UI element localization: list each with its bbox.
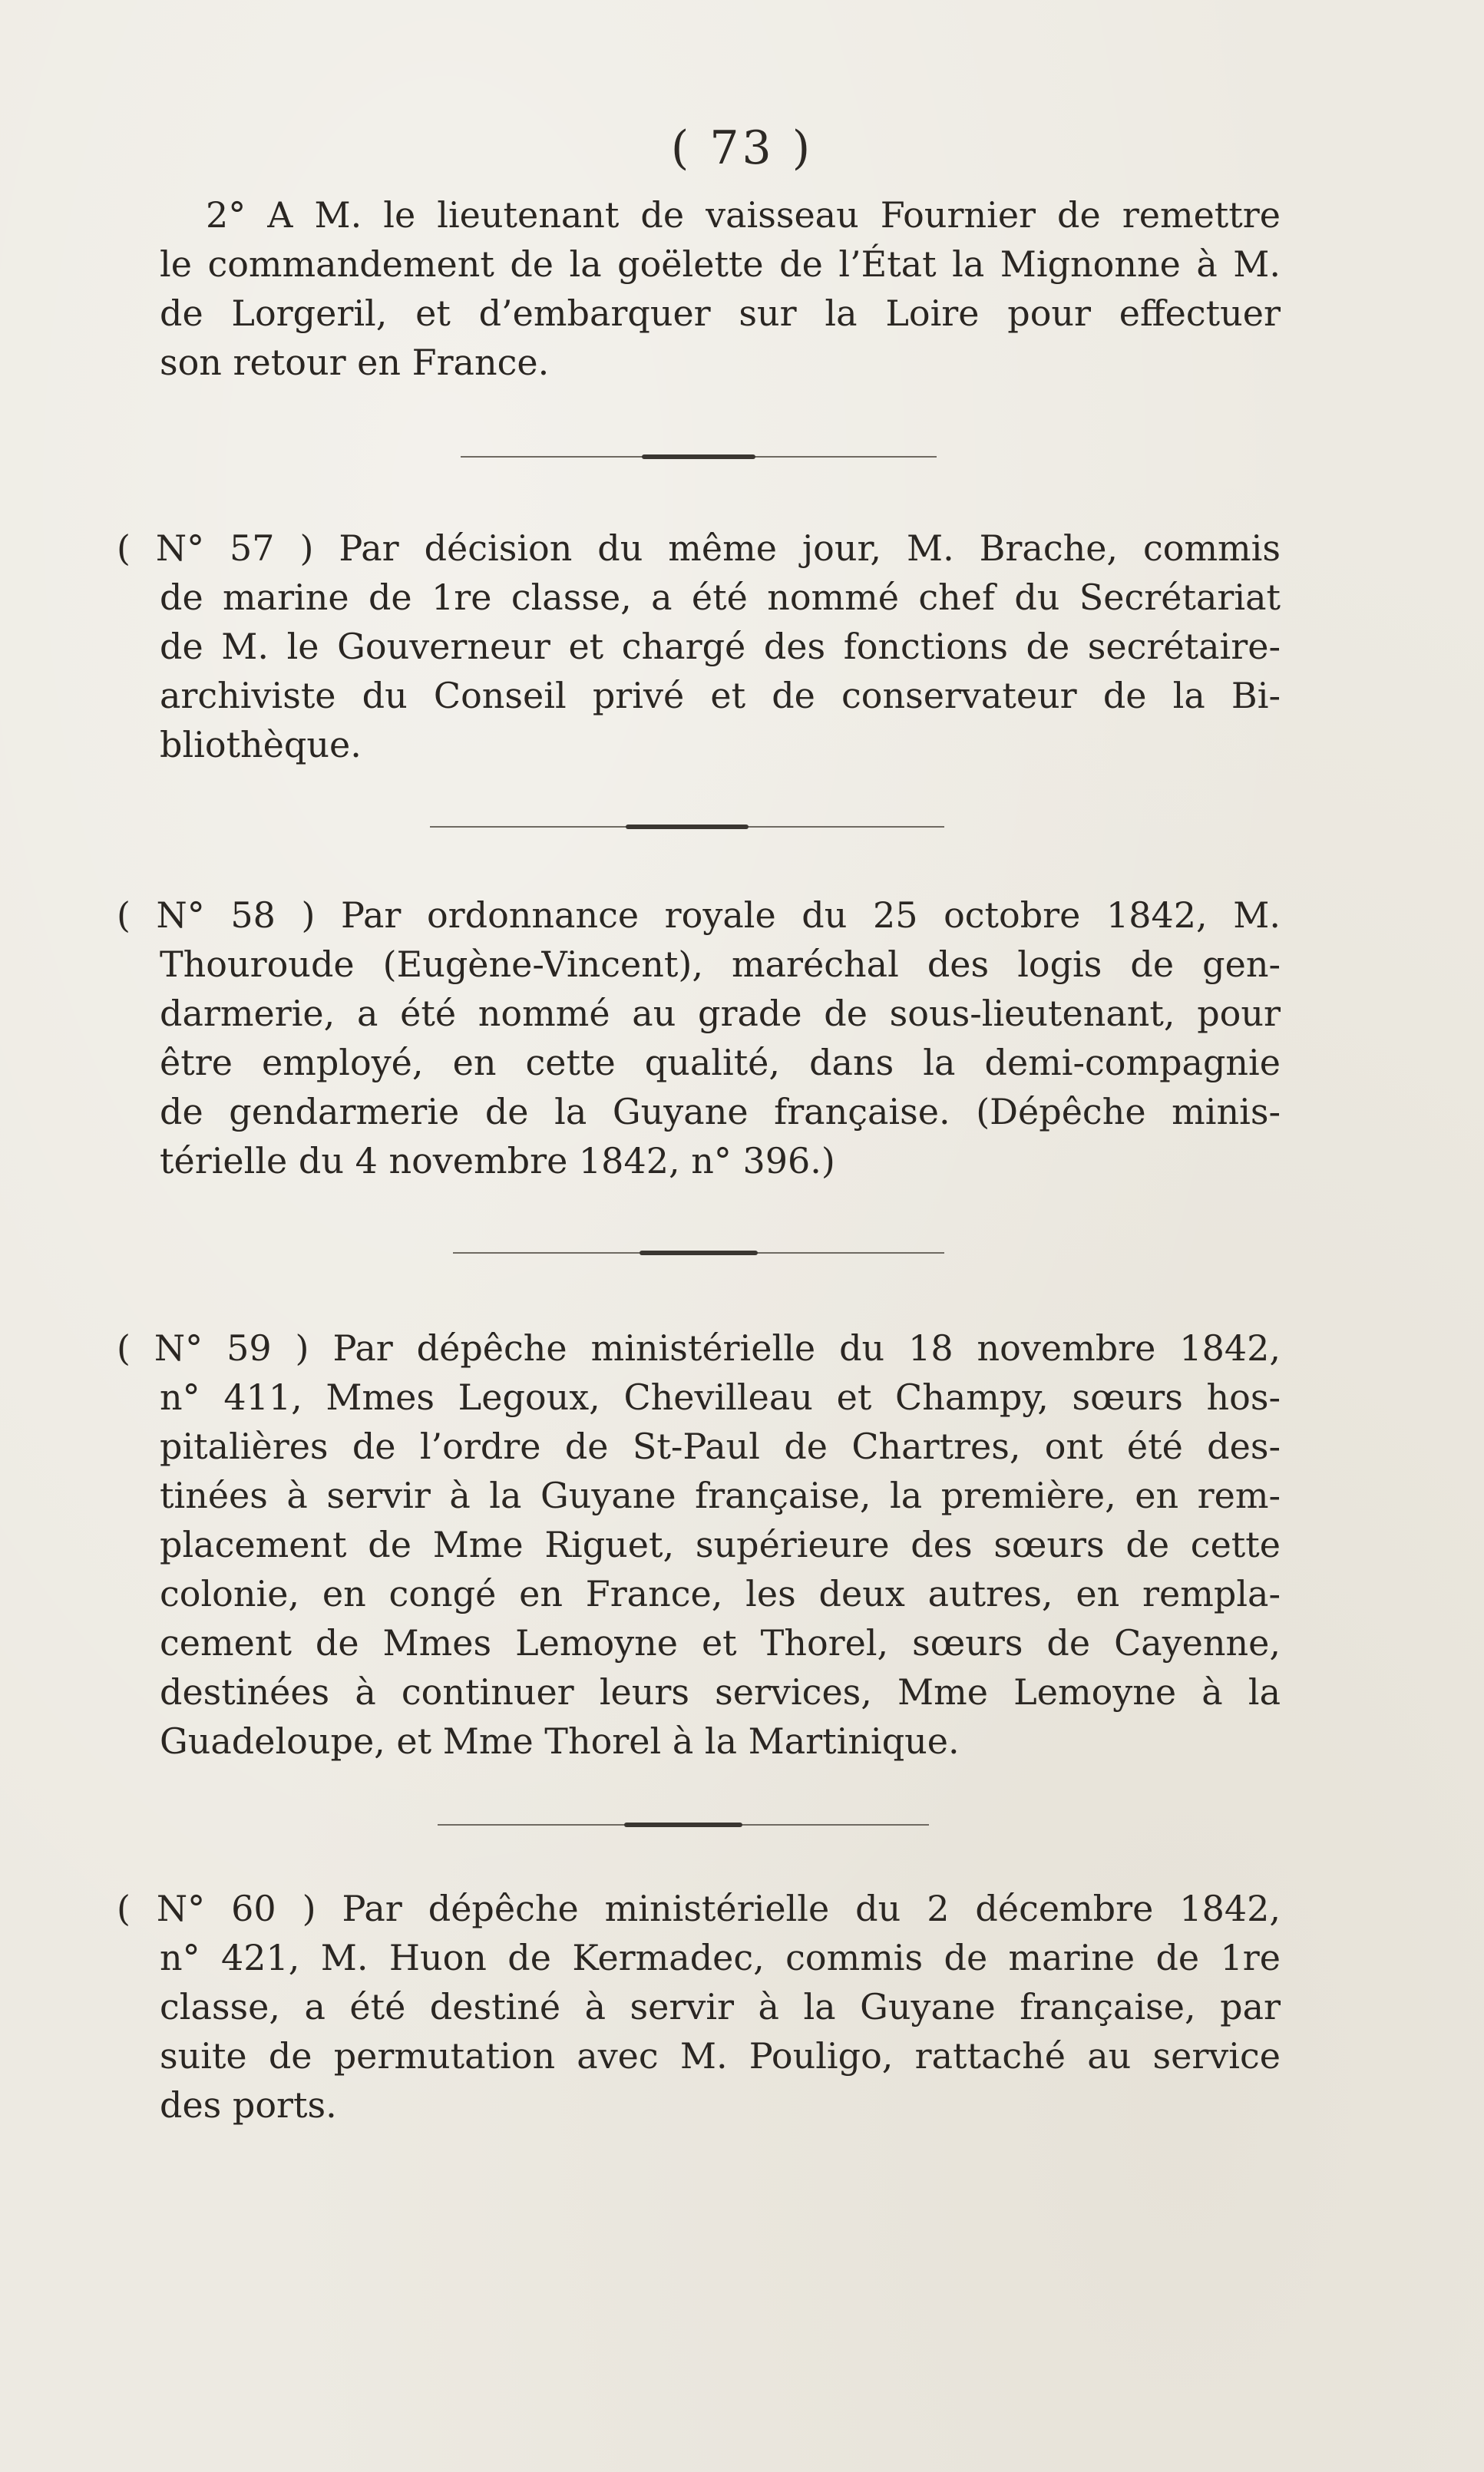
text-line: de gendarmerie de la Guyane française. (Dépêche minis- [160, 1091, 1281, 1132]
divider-thick-center [624, 1823, 742, 1827]
section-divider [453, 1249, 944, 1257]
text-line: colonie, en congé en France, les deux autres, en rempla- [160, 1573, 1281, 1614]
text-line: pitalières de l’ordre de St-Paul de Chartres, ont été des- [160, 1426, 1281, 1467]
paragraph-no-60 [117, 1884, 1281, 2130]
section-divider [438, 1821, 929, 1829]
text-line: destinées à continuer leurs services, Mme Lemoyne à la [160, 1671, 1281, 1713]
text-line: n° 421, M. Huon de Kermadec, commis de marine de 1re [160, 1937, 1281, 1978]
text-line: darmerie, a été nommé au grade de sous-lieutenant, pour [160, 993, 1281, 1034]
text-line: son retour en France. [160, 342, 550, 383]
text-line: placement de Mme Riguet, supérieure des sœurs de cette [160, 1524, 1281, 1565]
text-line: classe, a été destiné à servir à la Guyane française, par [160, 1986, 1281, 2028]
text-line: ( N° 58 ) Par ordonnance royale du 25 octobre 1842, M. [117, 894, 1281, 936]
text-line: archiviste du Conseil privé et de conservateur de la Bi- [160, 675, 1281, 716]
text-line: térielle du 4 novembre 1842, n° 396.) [160, 1140, 835, 1181]
text-line: bliothèque. [160, 724, 362, 765]
text-line: cement de Mmes Lemoyne et Thorel, sœurs de Cayenne, [160, 1622, 1281, 1664]
divider-thick-center [642, 454, 756, 459]
paragraph-no-57 [117, 524, 1281, 769]
paragraph-no-58 [117, 891, 1281, 1185]
text-line: ( N° 59 ) Par dépêche ministérielle du 18 novembre 1842, [117, 1327, 1281, 1369]
text-line: de marine de 1re classe, a été nommé chef du Secrétariat [160, 577, 1281, 618]
text-line: des ports. [160, 2084, 337, 2126]
section-divider [461, 453, 937, 461]
text-line: 2° A M. le lieutenant de vaisseau Fournier de remettre [206, 194, 1281, 236]
paragraph-item-2 [160, 190, 1281, 387]
text-line: ( N° 60 ) Par dépêche ministérielle du 2 décembre 1842, [117, 1888, 1281, 1929]
text-line: de Lorgeril, et d’embarquer sur la Loire pour effectuer [160, 292, 1281, 334]
text-line: le commandement de la goëlette de l’État la Mignonne à M. [160, 243, 1281, 285]
text-line: tinées à servir à la Guyane française, la première, en rem- [160, 1475, 1281, 1516]
text-line: ( N° 57 ) Par décision du même jour, M. Brache, commis [117, 527, 1281, 569]
paragraph-no-59 [117, 1324, 1281, 1766]
divider-thick-center [640, 1251, 758, 1255]
text-line: de M. le Gouverneur et chargé des fonctions de secrétaire- [160, 626, 1281, 667]
page-number: ( 73 ) [670, 121, 814, 175]
text-line: n° 411, Mmes Legoux, Chevilleau et Champy, sœurs hos- [160, 1376, 1281, 1418]
divider-thick-center [626, 825, 749, 829]
text-line: Guadeloupe, et Mme Thorel à la Martinique. [160, 1720, 960, 1762]
section-divider [430, 823, 944, 831]
text-line: suite de permutation avec M. Pouligo, rattaché au service [160, 2035, 1281, 2077]
text-line: être employé, en cette qualité, dans la demi-compagnie [160, 1042, 1281, 1083]
text-line: Thouroude (Eugène-Vincent), maréchal des logis de gen- [160, 944, 1281, 985]
